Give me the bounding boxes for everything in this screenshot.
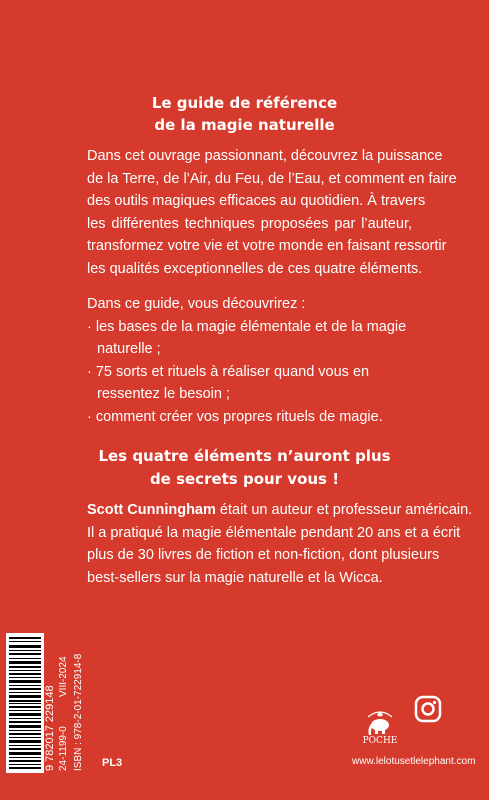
- barcode-digits: 9 782017 229148: [44, 685, 56, 771]
- author-name: Scott Cunningham: [87, 502, 216, 518]
- elephant-logo-icon: [355, 695, 405, 760]
- publisher-name: POCHE: [362, 736, 398, 746]
- list-item: · 75 sorts et rituels à réaliser quand vous en ressentez le besoin ;: [87, 363, 370, 402]
- author-bio: Scott Cunningham était un auteur et professeur américain. Il a pratiqué la magie élémentale pendant 20 ans et a écrit plus de 30 livres de fiction et non-fiction, dont plusieurs best-sellers sur la magie naturelle et la Wicca.: [87, 502, 473, 586]
- intro-paragraph: Dans cet ouvrage passionnant, découvrez la puissance de la Terre, de l’Air, du Feu, de l’Eau, et comment en faire des outils magiques efficaces au quotidien. À travers les différentes techniques proposées par l’auteur, transformez votre vie et votre monde en faisant ressortir les qualités exceptionnelles de ces quatre éléments.: [87, 148, 457, 277]
- barcode: [6, 633, 44, 773]
- instagram-icon[interactable]: [413, 694, 443, 724]
- barcode-bars-icon: [9, 637, 41, 769]
- print-code: PL3: [102, 757, 123, 769]
- barcode-code: 24-1199-0: [58, 726, 69, 771]
- list-item: · comment créer vos propres rituels de magie.: [87, 408, 383, 425]
- heading-secrets: Les quatre éléments n’auront plus de secrets pour vous !: [98, 447, 391, 488]
- publisher-website[interactable]: www.lelotusetlelephant.com: [352, 756, 476, 767]
- barcode-block: [6, 633, 89, 773]
- list-item: · les bases de la magie élémentale et de la magie naturelle ;: [87, 318, 407, 357]
- barcode-date: VIII-2024: [58, 656, 69, 697]
- heading-reference: Le guide de référence de la magie naturelle: [151, 94, 338, 134]
- isbn: ISBN : 978-2-01-722914-8: [73, 653, 84, 771]
- guide-list: Dans ce guide, vous découvrirez : · les bases de la magie élémentale et de la magie naturelle ; · 75 sorts et rituels à réaliser quand vous en ressentez le besoin ; · comment créer vos propres rituels de magie.: [87, 293, 412, 428]
